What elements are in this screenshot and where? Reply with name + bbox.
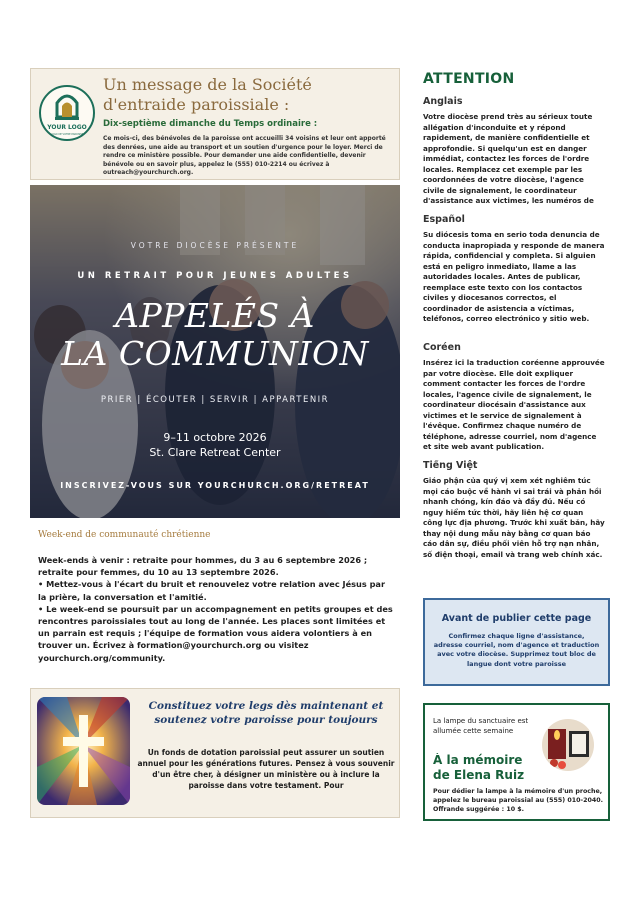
lamp-body: Pour dédier la lampe à la mémoire d'un proche, appelez le bureau paroissial au (555) 010-2040. Offrande suggérée : 10 $. xyxy=(433,788,604,813)
sanctuary-lamp-image xyxy=(542,719,594,771)
language-text: Giáo phận của quý vị xem xét nghiêm túc mọi cáo buộc về hành vi sai trái và phản hồi nhanh chóng, kín đáo và đầy đủ. Nếu có nguy hiểm tức thời, hãy liên hệ cơ quan công lực địa phương. Trước khi xuất bản, hãy thay nội dung mẫu này bằng cơ quan báo cáo dân sự, điều phối viên hỗ trợ nạn nhân, số điện thoại, email và trang web chính xác. xyxy=(423,476,605,559)
language-block-espanol xyxy=(423,214,605,332)
logo-subtext: LOGO DE VOTRE PAROISSE xyxy=(50,133,84,136)
language-name: Español xyxy=(423,214,465,225)
language-text: Votre diocèse prend très au sérieux toute allégation d'inconduite et y répond rapidement, de manière confidentielle et approfondie. Si quelqu'un est en danger immédiat, contactez les forces de l'ordre locales. Remplacez cet exemple par les coordonnées de votre diocèse, l'agence civile de signalement, le coordinateur d'assistance aux victimes, les numéros de xyxy=(423,112,594,204)
legacy-title: Constituez votre legs dès maintenant et soutenez votre paroisse pour toujours xyxy=(148,700,384,726)
language-block-tieng-viet xyxy=(423,460,605,572)
lamp-memorial-heading: À la mémoire de Elena Ruiz xyxy=(433,753,525,782)
community-paragraph-dates: Week-ends à venir : retraite pour hommes, du 3 au 6 septembre 2026 ; retraite pour femmes, du 10 au 13 septembre 2026. xyxy=(38,555,368,578)
hero-kicker: UN RETRAIT POUR JEUNES ADULTES xyxy=(77,271,353,281)
community-bullet-2: • Le week-end se poursuit par un accompagnement en petits groupes et des rencontres paroissiales tout au long de l'année. Les places sont limitées et un parrain est requis ; l'équipe de formation vous aidera volontiers à en trouver un. Écrivez à formation@yourchurch.org ou visitez yourchurch.org/community. xyxy=(38,603,393,663)
hero-dates: 9–11 octobre 2026 xyxy=(163,431,267,444)
hero-presenter: VOTRE DIOCÈSE PRÉSENTE xyxy=(130,241,300,250)
legacy-body: Un fonds de dotation paroissial peut assurer un soutien annuel pour les générations futures. Pensez à vous souvenir d'un être cher, à désigner un ministère ou à inclure la paroisse dans votre testament. Pour xyxy=(137,748,395,790)
before-publishing-notice xyxy=(423,598,610,686)
hero-title-line-1: APPELÉS À xyxy=(115,296,315,335)
hero-date-venue xyxy=(30,430,400,460)
attention-title: ATTENTION xyxy=(423,71,515,87)
hero-signup-link[interactable]: INSCRIVEZ-VOUS SUR YOURCHURCH.ORG/RETREAT xyxy=(60,481,370,490)
publish-body: Confirmez chaque ligne d'assistance, adresse courriel, nom d'agence et traduction avec votre diocèse. Supprimez tout bloc de langue dont votre paroisse xyxy=(433,632,600,668)
community-weekend-title: Week-end de communauté chrétienne xyxy=(38,530,211,540)
hero-title-line-2: LA COMMUNION xyxy=(61,334,369,373)
lamp-intro: La lampe du sanctuaire est allumée cette semaine xyxy=(433,717,529,735)
stained-glass-cross-image xyxy=(37,697,130,805)
retreat-hero-banner xyxy=(30,185,400,518)
language-text: Insérez ici la traduction coréenne approuvée par votre diocèse. Elle doit expliquer comment contacter les forces de l'ordre locales, l'agence civile de signalement, le coordinateur diocésain d'assistance aux victimes et le service de signalement à l'évêque. Confirmez chaque numéro de téléphone, adresse courriel, nom d'agence et site web avant publication. xyxy=(423,358,605,451)
language-block-coreen xyxy=(423,342,605,454)
legacy-giving-box xyxy=(30,688,400,818)
hero-tagline: PRIER | ÉCOUTER | SERVIR | APPARTENIR xyxy=(100,395,330,405)
language-block-anglais xyxy=(423,96,605,204)
language-name: Coréen xyxy=(423,342,461,353)
message-body: Ce mois-ci, des bénévoles de la paroisse ont accueilli 34 voisins et leur ont apporté des denrées, une aide au transport et un soutien d'urgence pour le loyer. Merci de rendre ce ministère possible. Pour demander une aide confidentielle, devenir bénévole ou en savoir plus, appelez le (555) 010-2214 ou écrivez à outreach@yourchurch.org. xyxy=(103,135,386,176)
hero-title xyxy=(30,297,400,373)
logo-text: YOUR LOGO xyxy=(47,124,87,131)
sanctuary-lamp-box xyxy=(423,703,610,821)
parish-logo xyxy=(37,77,97,157)
language-text: Su diócesis toma en serio toda denuncia de conducta inapropiada y responde de manera rápida, confidencial y completa. Si alguien está en peligro inmediato, llame a las autoridades locales. Antes de publicar, reemplace este texto con los contactos civiles y diocesanos correctos, el coordinador de asistencia a víctimas, teléfonos, correo electrónico y sitio web. xyxy=(423,230,605,323)
message-subtitle: Dix-septième dimanche du Temps ordinaire : xyxy=(103,119,318,129)
language-name: Anglais xyxy=(423,96,463,107)
community-bullet-1: • Mettez-vous à l'écart du bruit et renouvelez votre relation avec Jésus par la prière, la conversation et l'amitié. xyxy=(38,579,385,602)
publish-title: Avant de publier cette page xyxy=(441,613,592,624)
message-title: Un message de la Société d'entraide paroissiale : xyxy=(103,75,312,114)
hero-venue: St. Clare Retreat Center xyxy=(149,446,281,459)
language-name: Tiếng Việt xyxy=(423,460,478,471)
parish-aid-message-box xyxy=(30,68,400,180)
community-weekend-body xyxy=(38,554,394,664)
